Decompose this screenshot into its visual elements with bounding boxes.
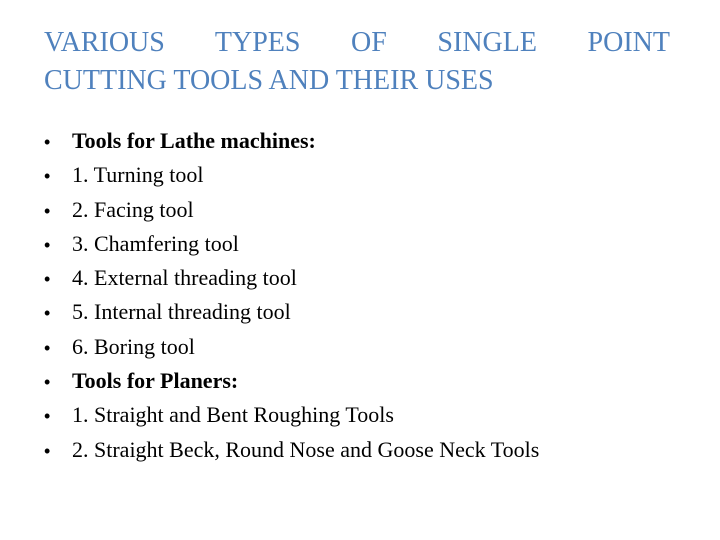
bullet-list: [44, 128, 684, 471]
bullet-dot-icon: •: [44, 440, 51, 461]
bullet-item: [44, 128, 684, 162]
bullet-item: [44, 231, 684, 265]
bullet-heading: Tools for Planers:: [72, 368, 239, 394]
bullet-text: 1. Straight and Bent Roughing Tools: [72, 402, 394, 428]
bullet-dot-icon: •: [44, 234, 51, 255]
bullet-item: [44, 162, 684, 196]
bullet-item: [44, 265, 684, 299]
bullet-text: 2. Facing tool: [72, 196, 194, 222]
bullet-dot-icon: •: [44, 406, 51, 427]
bullet-dot-icon: •: [44, 132, 51, 152]
slide-title-line-1: VARIOUS TYPES OF SINGLE POINT: [44, 27, 670, 58]
bullet-dot-icon: •: [44, 303, 51, 324]
bullet-item: [44, 437, 684, 471]
bullet-text: 1. Turning tool: [72, 162, 204, 188]
bullet-dot-icon: •: [44, 337, 51, 358]
bullet-heading: Tools for Lathe machines:: [72, 128, 316, 153]
bullet-item: [44, 334, 684, 368]
bullet-item: [44, 197, 684, 231]
slide-title-line-2: CUTTING TOOLS AND THEIR USES: [44, 65, 494, 96]
bullet-dot-icon: •: [44, 200, 51, 221]
bullet-dot-icon: •: [44, 166, 51, 187]
bullet-text: 6. Boring tool: [72, 333, 195, 359]
bullet-item: [44, 402, 684, 436]
bullet-dot-icon: •: [44, 269, 51, 290]
bullet-dot-icon: •: [44, 372, 51, 393]
bullet-text: 3. Chamfering tool: [72, 230, 239, 256]
bullet-item: [44, 368, 684, 402]
bullet-text: 4. External threading tool: [72, 265, 297, 291]
bullet-item: [44, 299, 684, 333]
slide-title: [44, 24, 670, 100]
bullet-text: 2. Straight Beck, Round Nose and Goose Neck Tools: [72, 436, 540, 462]
bullet-text: 5. Internal threading tool: [72, 299, 291, 325]
